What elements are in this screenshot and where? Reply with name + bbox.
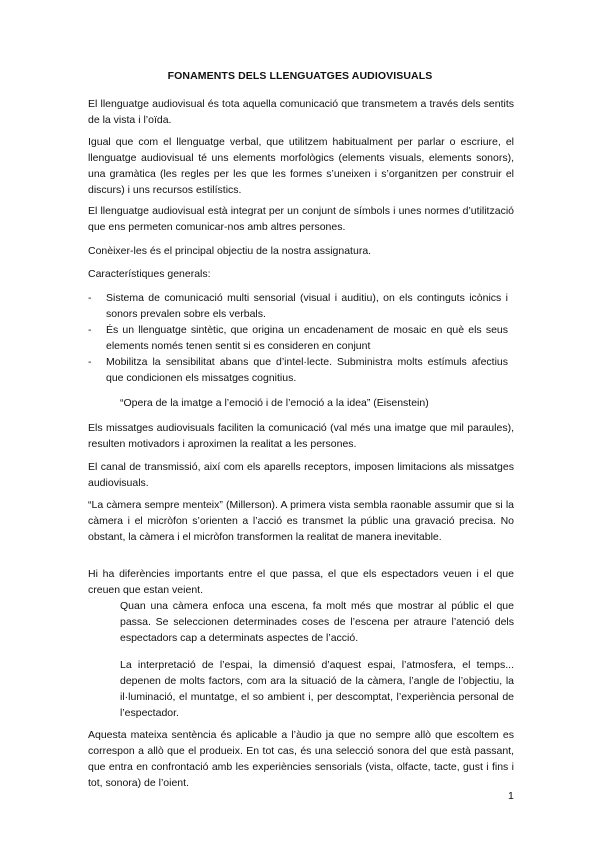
paragraph-differences: Hi ha diferències importants entre el que passa, el que els espectadors veuen i el que creuen que estan veient. [88,568,514,596]
paragraph-symbols: El llenguatge audiovisual està integrat per un conjunt de símbols i unes normes d’utilització que ens permeten comunicar-nos amb altres persones. [88,205,514,233]
indented-paragraph-scene: Quan una càmera enfoca una escena, fa molt més que mostrar al públic el que passa. Se seleccionen determinades coses de l’escena per atraure l’atenció dels espectadors cap a determinats aspectes de l’acció. [120,600,514,644]
indented-paragraph-space: La interpretació de l’espai, la dimensió d’aquest espai, l’atmosfera, el temps... depenen de molts factors, com ara la situació de la càmera, l’angle de l’objectiu, la il·luminació, el muntatge, el so ambient i, per descomptat, l’experiència personal de l’espectador. [120,659,514,719]
paragraph-objective: Conèixer-les és el principal objectiu de la nostra assignatura. [88,245,372,257]
document-title: FONAMENTS DELS LLENGUATGES AUDIOVISUALS [167,70,433,82]
paragraph-definition: El llenguatge audiovisual és tota aquella comunicació que transmetem a través dels sentits de la vista i l’oïda. [88,98,514,126]
paragraph-camera-lies: “La càmera sempre menteix” (Millerson). A primera vista sembla raonable assumir que si la càmera i el micròfon s’orienten a l’acció es transmet la públic una gravació precisa. No obstant, la càmera i el micròfon transformen la realitat de manera inevitable. [88,499,514,543]
eisenstein-quote: “Opera de la imatge a l’emoció i de l’emoció a la idea” (Eisenstein) [120,397,429,409]
paragraph-audio: Aquesta mateixa sentència és aplicable a l’àudio ja que no sempre allò que escoltem es correspon a allò que el produeix. En tot cas, és una selecció sonora del que està passant, que entra en confrontació amb les experiències sensorials (vista, olfacte, tacte, gust i fins i tot, sonora) de l’oient. [88,729,514,789]
bullet-text: Sistema de comunicació multi sensorial (visual i auditiu), on els continguts icònics i sonors prevalen sobre els verbals. [106,292,508,320]
paragraph-characteristics-heading: Característiques generals: [88,268,211,280]
bullet-dash: - [88,292,92,304]
paragraph-messages: Els missatges audiovisuals faciliten la comunicació (val més una imatge que mil paraules), resulten motivadors i aproximen la realitat a les persones. [88,422,514,450]
page-number: 1 [508,790,514,802]
bullet-dash: - [88,324,92,336]
bullet-text: És un llenguatge sintètic, que origina un encadenament de mosaic en què els seus elements només tenen sentit si es consideren en conjunt [106,324,508,352]
paragraph-channel: El canal de transmissió, així com els aparells receptors, imposen limitacions als missatges audiovisuals. [88,461,514,489]
bullet-dash: - [88,356,92,368]
bullet-text: Mobilitza la sensibilitat abans que d’intel·lecte. Subministra molts estímuls afectius que condicionen els missatges cognitius. [106,356,508,384]
paragraph-comparison: Igual que com el llenguatge verbal, que utilitzem habitualment per parlar o escriure, el llenguatge audiovisual té uns elements morfològics (elements visuals, elements sonors), una gramàtica (les regles per les que les formes s’uneixen i s’organitzen per construir el discurs) i uns recursos estilístics. [88,136,514,196]
